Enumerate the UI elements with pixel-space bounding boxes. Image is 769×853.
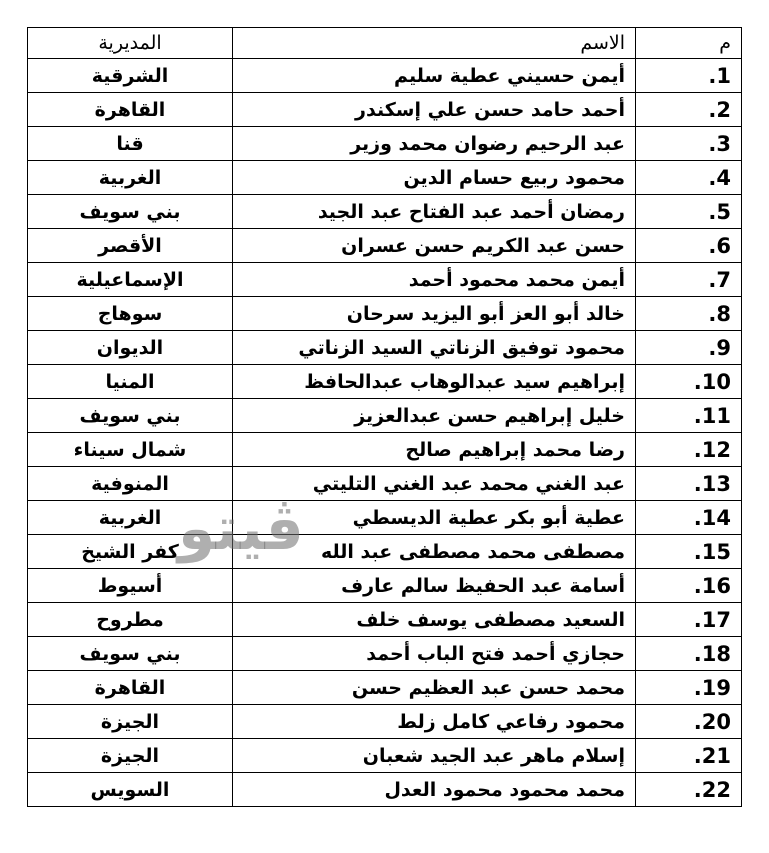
governorate-cell: مطروح <box>28 603 233 637</box>
name-cell: إبراهيم سيد عبدالوهاب عبدالحافظ <box>233 365 636 399</box>
table-row <box>28 501 742 535</box>
table-row <box>28 467 742 501</box>
governorate-cell: بني سويف <box>28 637 233 671</box>
header-name: الاسم <box>233 28 636 59</box>
table-row <box>28 637 742 671</box>
table-row <box>28 365 742 399</box>
governorate-cell: الغربية <box>28 501 233 535</box>
governorate-cell: قنا <box>28 127 233 161</box>
governorate-cell: الأقصر <box>28 229 233 263</box>
governorate-cell: الجيزة <box>28 705 233 739</box>
number-cell: .15 <box>636 535 742 569</box>
table-row <box>28 671 742 705</box>
table-row <box>28 569 742 603</box>
number-cell: .7 <box>636 263 742 297</box>
table-row <box>28 263 742 297</box>
number-cell: .16 <box>636 569 742 603</box>
name-cell: خليل إبراهيم حسن عبدالعزيز <box>233 399 636 433</box>
table-row <box>28 739 742 773</box>
name-cell: رضا محمد إبراهيم صالح <box>233 433 636 467</box>
table-row <box>28 59 742 93</box>
table-row <box>28 161 742 195</box>
header-row <box>28 28 742 59</box>
table-row <box>28 705 742 739</box>
number-cell: .9 <box>636 331 742 365</box>
name-cell: رمضان أحمد عبد الفتاح عبد الجيد <box>233 195 636 229</box>
table-row <box>28 297 742 331</box>
number-cell: .5 <box>636 195 742 229</box>
name-cell: محمود توفيق الزناتي السيد الزناتي <box>233 331 636 365</box>
governorate-cell: أسيوط <box>28 569 233 603</box>
number-cell: .20 <box>636 705 742 739</box>
governorate-cell: الشرقية <box>28 59 233 93</box>
name-cell: أحمد حامد حسن علي إسكندر <box>233 93 636 127</box>
name-cell: عبد الرحيم رضوان محمد وزير <box>233 127 636 161</box>
number-cell: .2 <box>636 93 742 127</box>
name-cell: أيمن حسيني عطية سليم <box>233 59 636 93</box>
header-number: م <box>636 28 742 59</box>
number-cell: .6 <box>636 229 742 263</box>
governorate-cell: الغربية <box>28 161 233 195</box>
number-cell: .18 <box>636 637 742 671</box>
number-cell: .8 <box>636 297 742 331</box>
name-cell: حجازي أحمد فتح الباب أحمد <box>233 637 636 671</box>
number-cell: .21 <box>636 739 742 773</box>
number-cell: .19 <box>636 671 742 705</box>
governorate-cell: الإسماعيلية <box>28 263 233 297</box>
names-table <box>27 27 742 807</box>
table-row <box>28 433 742 467</box>
number-cell: .22 <box>636 773 742 807</box>
governorate-cell: السويس <box>28 773 233 807</box>
number-cell: .1 <box>636 59 742 93</box>
governorate-cell: الديوان <box>28 331 233 365</box>
name-cell: أسامة عبد الحفيظ سالم عارف <box>233 569 636 603</box>
governorate-cell: كفر الشيخ <box>28 535 233 569</box>
table-row <box>28 93 742 127</box>
table-row <box>28 127 742 161</box>
table-row <box>28 773 742 807</box>
governorate-cell: شمال سيناء <box>28 433 233 467</box>
governorate-cell: سوهاج <box>28 297 233 331</box>
name-cell: عبد الغني محمد عبد الغني التليتي <box>233 467 636 501</box>
number-cell: .14 <box>636 501 742 535</box>
name-cell: السعيد مصطفى يوسف خلف <box>233 603 636 637</box>
number-cell: .12 <box>636 433 742 467</box>
name-cell: محمود ربيع حسام الدين <box>233 161 636 195</box>
number-cell: .17 <box>636 603 742 637</box>
number-cell: .10 <box>636 365 742 399</box>
governorate-cell: الجيزة <box>28 739 233 773</box>
governorate-cell: القاهرة <box>28 93 233 127</box>
table-row <box>28 331 742 365</box>
name-cell: مصطفى محمد مصطفى عبد الله <box>233 535 636 569</box>
table-row <box>28 195 742 229</box>
name-cell: محمد حسن عبد العظيم حسن <box>233 671 636 705</box>
name-cell: محمود رفاعي كامل زلط <box>233 705 636 739</box>
watermark-logo: ڤيتو <box>178 494 304 564</box>
name-cell: خالد أبو العز أبو اليزيد سرحان <box>233 297 636 331</box>
governorate-cell: المنيا <box>28 365 233 399</box>
table-row <box>28 535 742 569</box>
name-cell: أيمن محمد محمود أحمد <box>233 263 636 297</box>
number-cell: .13 <box>636 467 742 501</box>
governorate-cell: بني سويف <box>28 195 233 229</box>
header-governorate: المديرية <box>28 28 233 59</box>
name-cell: محمد محمود محمود العدل <box>233 773 636 807</box>
governorate-cell: القاهرة <box>28 671 233 705</box>
name-cell: عطية أبو بكر عطية الديسطي <box>233 501 636 535</box>
number-cell: .11 <box>636 399 742 433</box>
name-cell: إسلام ماهر عبد الجيد شعبان <box>233 739 636 773</box>
governorate-cell: المنوفية <box>28 467 233 501</box>
number-cell: .4 <box>636 161 742 195</box>
table-row <box>28 229 742 263</box>
table-row <box>28 603 742 637</box>
table-row <box>28 399 742 433</box>
governorate-cell: بني سويف <box>28 399 233 433</box>
number-cell: .3 <box>636 127 742 161</box>
name-cell: حسن عبد الكريم حسن عسران <box>233 229 636 263</box>
